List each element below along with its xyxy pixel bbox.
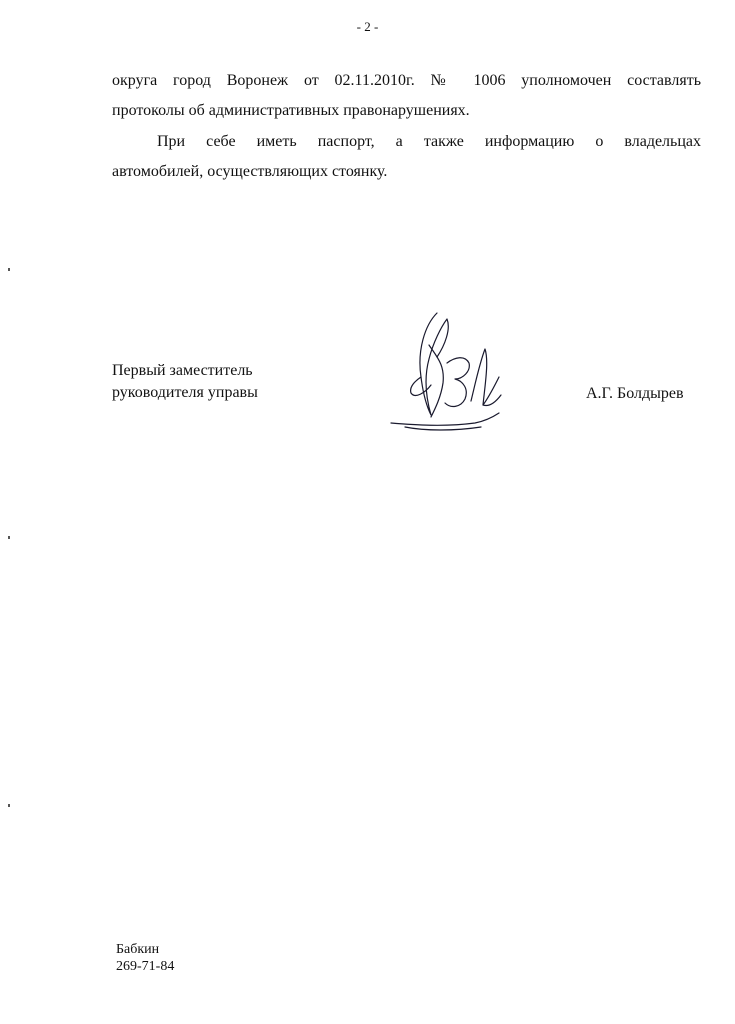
page-number: - 2 - xyxy=(356,19,379,34)
signatory-name: А.Г. Болдырев xyxy=(586,385,684,402)
signatory-position-line-1: Первый заместитель xyxy=(112,362,253,379)
signatory-position xyxy=(112,360,258,404)
paragraph-instructions-line-2: автомобилей, осуществляющих стоянку. xyxy=(112,163,388,180)
paragraph-authority-line-2: протоколы об административных правонарушениях. xyxy=(112,102,470,119)
scan-edge-mark xyxy=(8,268,10,271)
scan-edge-mark xyxy=(8,536,10,539)
executor-phone: 269-71-84 xyxy=(116,959,175,974)
handwritten-signature xyxy=(385,305,515,435)
scan-edge-mark xyxy=(8,804,10,807)
signatory-position-line-2: руководителя управы xyxy=(112,384,258,401)
executor-name: Бабкин xyxy=(116,942,160,957)
paragraph-authority-line-1: округа город Воронеж от 02.11.2010г. № 1006 уполномочен составлять xyxy=(112,72,701,89)
paragraph-instructions xyxy=(112,127,701,187)
executor-info xyxy=(116,941,174,975)
paragraph-instructions-line-1: При себе иметь паспорт, а также информацию о владельцах xyxy=(157,133,701,150)
paragraph-authority xyxy=(112,66,701,126)
